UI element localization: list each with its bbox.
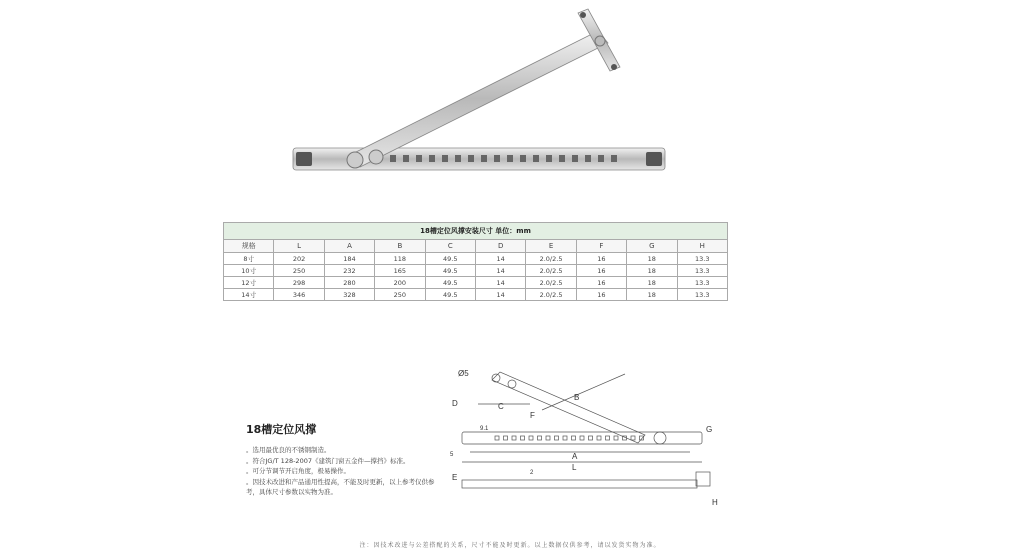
table-header-cell: D [475, 240, 525, 253]
technical-drawing [450, 362, 730, 512]
dim-e-label: E [452, 473, 458, 482]
table-cell: 16 [576, 265, 626, 277]
table-cell: 16 [576, 277, 626, 289]
table-row [224, 253, 728, 265]
table-header-cell: A [324, 240, 374, 253]
table-cell: 10寸 [224, 265, 274, 277]
table-cell: 328 [324, 289, 374, 301]
dim-g-label: G [706, 425, 713, 434]
dim-d-label: D [452, 399, 458, 408]
dim-9-1-label: 9.1 [480, 426, 489, 432]
table-cell: 2.0/2.5 [526, 289, 576, 301]
dim-l-label: L [572, 463, 577, 472]
table-cell: 13.3 [677, 265, 727, 277]
table-cell: 346 [274, 289, 324, 301]
table-cell: 16 [576, 253, 626, 265]
table-cell: 49.5 [425, 277, 475, 289]
table-cell: 232 [324, 265, 374, 277]
dim-c-label: C [498, 402, 504, 411]
table-header-cell: B [375, 240, 425, 253]
dim-h-label: H [712, 498, 718, 507]
table-cell: 2.0/2.5 [526, 265, 576, 277]
table-header-cell: C [425, 240, 475, 253]
table-cell: 13.3 [677, 253, 727, 265]
table-cell: 18 [627, 277, 677, 289]
dim-2-label: 2 [530, 470, 534, 476]
table-header-row [224, 240, 728, 253]
table-header-cell: L [274, 240, 324, 253]
table-row [224, 289, 728, 301]
table-cell: 250 [375, 289, 425, 301]
table-header-cell: G [627, 240, 677, 253]
table-cell: 280 [324, 277, 374, 289]
table-cell: 14 [475, 265, 525, 277]
table-row [224, 265, 728, 277]
dim-5-label: 5 [450, 452, 454, 458]
table-cell: 49.5 [425, 265, 475, 277]
table-cell: 2.0/2.5 [526, 253, 576, 265]
table-header-cell: F [576, 240, 626, 253]
table-cell: 2.0/2.5 [526, 277, 576, 289]
feature-item: 。选用最优良的不锈钢制造。 [246, 446, 331, 454]
table-cell: 200 [375, 277, 425, 289]
table-cell: 14寸 [224, 289, 274, 301]
product-photo [290, 5, 670, 180]
dim-b-label: B [574, 393, 580, 402]
table-cell: 49.5 [425, 253, 475, 265]
table-cell: 13.3 [677, 289, 727, 301]
feature-item: 。可分节调节开启角度，极易操作。 [246, 467, 350, 475]
table-cell: 202 [274, 253, 324, 265]
dim-f-label: F [530, 411, 535, 420]
table-cell: 165 [375, 265, 425, 277]
table-cell: 14 [475, 277, 525, 289]
table-title-row [224, 223, 728, 240]
table-cell: 118 [375, 253, 425, 265]
table-cell: 49.5 [425, 289, 475, 301]
table-cell: 18 [627, 289, 677, 301]
feature-list [246, 445, 446, 498]
table-cell: 18 [627, 253, 677, 265]
table-cell: 14 [475, 289, 525, 301]
table-title: 18槽定位风撑安装尺寸 单位：mm [224, 223, 728, 240]
table-cell: 18 [627, 265, 677, 277]
feature-item: 。因技术改进和产品通用性提高，不能及时更新，以上参考仅供参考，具体尺寸参数以实物为准。 [246, 477, 435, 496]
table-row [224, 277, 728, 289]
dim-phi5-label: Ø5 [458, 369, 469, 378]
dim-a-label: A [572, 452, 578, 461]
table-cell: 184 [324, 253, 374, 265]
table-cell: 14 [475, 253, 525, 265]
table-header-cell: 规格 [224, 240, 274, 253]
table-cell: 250 [274, 265, 324, 277]
table-cell: 13.3 [677, 277, 727, 289]
feature-item: 。符合JG/T 128-2007《建筑门窗五金件—撑挡》标准。 [246, 456, 410, 465]
table-header-cell: E [526, 240, 576, 253]
table-header-cell: H [677, 240, 727, 253]
table-cell: 12寸 [224, 277, 274, 289]
footnote: 注：因技术改进与公差搭配的关系，尺寸不能及时更新。以上数据仅供参考，请以发货实物为准。 [359, 542, 661, 549]
product-title: 18槽定位风撑 [246, 423, 317, 436]
table-cell: 8寸 [224, 253, 274, 265]
table-cell: 298 [274, 277, 324, 289]
spec-table [223, 222, 728, 301]
table-cell: 16 [576, 289, 626, 301]
